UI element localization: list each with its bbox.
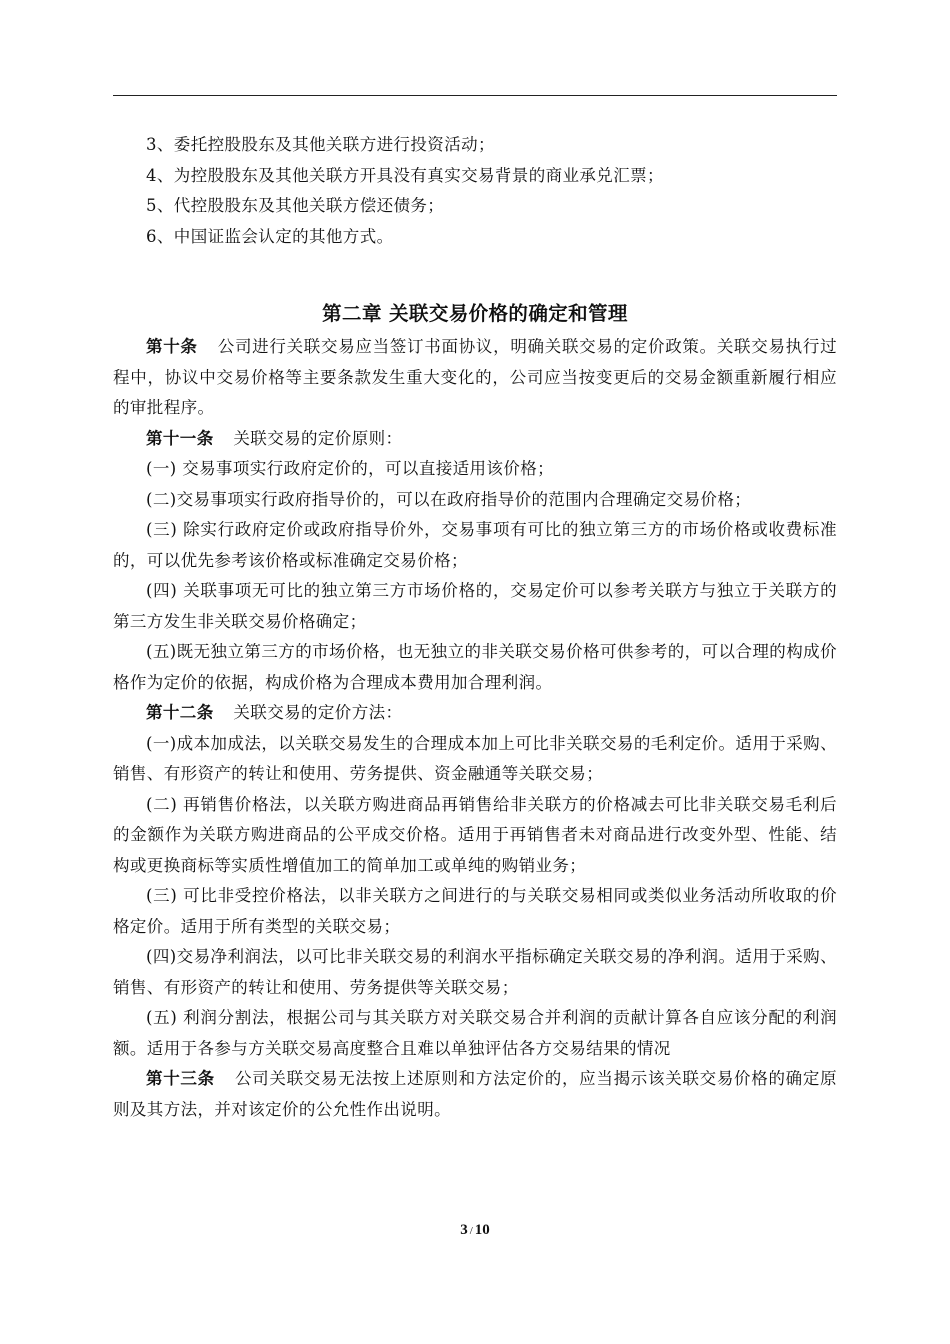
article-11 — [113, 424, 837, 455]
clause-item: (四)交易净利润法，以可比非关联交易的利润水平指标确定关联交易的净利润。适用于采购、销售、有形资产的转让和使用、劳务提供等关联交易； — [113, 947, 837, 997]
clause-item: (二) 再销售价格法，以关联方购进商品再销售给非关联方的价格减去可比非关联交易毛利后的金额作为关联方购进商品的公平成交价格。适用于再销售者未对商品进行改变外型、性能、结构或更换商标等实质性增值加工的简单加工或单纯的购销业务； — [113, 794, 837, 875]
article-label: 第十一条 — [146, 428, 214, 448]
article-12 — [113, 698, 837, 729]
clause-item: (一) 交易事项实行政府定价的，可以直接适用该价格； — [146, 459, 555, 478]
article-13 — [113, 1064, 837, 1125]
article-label: 第十三条 — [146, 1069, 215, 1088]
list-item: 3、委托控股股东及其他关联方进行投资活动； — [146, 135, 495, 154]
current-page: 3 — [460, 1222, 468, 1238]
clause-item: (二)交易事项实行政府指导价的，可以在政府指导价的范围内合理确定交易价格； — [146, 489, 752, 509]
total-pages: 10 — [474, 1222, 490, 1238]
article-label: 第十条 — [146, 337, 198, 356]
spacer — [113, 252, 837, 298]
list-item: 4、为控股股东及其他关联方开具没有真实交易背景的商业承兑汇票； — [146, 165, 664, 185]
list-item: 5、代控股股东及其他关联方偿还债务； — [146, 196, 445, 215]
clause-item: (五) 利润分割法，根据公司与其关联方对关联交易合并利润的贡献计算各自应该分配的利润额。适用于各参与方关联交易高度整合且难以单独评估各方交易结果的情况 — [113, 1008, 837, 1058]
article-label: 第十二条 — [146, 703, 214, 722]
clause-item: (四) 关联事项无可比的独立第三方市场价格的，交易定价可以参考关联方与独立于关联方的第三方发生非关联交易价格确定； — [113, 581, 837, 631]
clause-item: (三) 除实行政府定价或政府指导价外，交易事项有可比的独立第三方的市场价格或收费标准的，可以优先参考该价格或标准确定交易价格； — [113, 520, 837, 570]
header-rule — [113, 95, 837, 96]
page-number — [0, 1222, 950, 1239]
chapter-title: 第二章 关联交易价格的确定和管理 — [322, 302, 628, 325]
article-text: 公司关联交易无法按上述原则和方法定价的，应当揭示该关联交易价格的确定原则及其方法，并对该定价的公允性作出说明。 — [113, 1069, 837, 1119]
clause-item: (一)成本加成法，以关联交易发生的合理成本加上可比非关联交易的毛利定价。适用于采购、销售、有形资产的转让和使用、劳务提供、资金融通等关联交易； — [113, 733, 837, 783]
page-separator: / — [469, 1225, 473, 1237]
article-10 — [113, 332, 837, 424]
clause-item: (五)既无独立第三方的市场价格，也无独立的非关联交易价格可供参考的，可以合理的构成价格作为定价的依据，构成价格为合理成本费用加合理利润。 — [113, 642, 837, 692]
clause-item: (三) 可比非受控价格法，以非关联方之间进行的与关联交易相同或类似业务活动所收取的价格定价。适用于所有类型的关联交易； — [113, 886, 837, 936]
list-item: 6、中国证监会认定的其他方式。 — [146, 226, 394, 246]
article-text: 关联交易的定价方法： — [233, 703, 403, 722]
article-text: 公司进行关联交易应当签订书面协议，明确关联交易的定价政策。关联交易执行过程中，协议中交易价格等主要条款发生重大变化的，公司应当按变更后的交易金额重新履行相应的审批程序。 — [113, 337, 838, 417]
article-text: 关联交易的定价原则： — [233, 428, 403, 448]
document-body — [113, 130, 837, 1125]
